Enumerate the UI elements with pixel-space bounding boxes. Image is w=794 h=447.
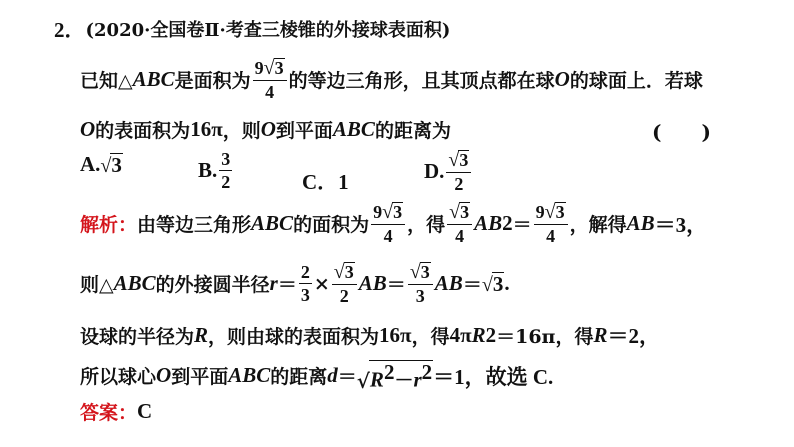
option-c[interactable]: C．1 [302,170,349,194]
problem-stem-line1 [80,58,703,101]
problem-source: (2020·全国卷Ⅱ·考查三棱锥的外接球表面积) [85,20,451,41]
option-a[interactable]: A. √ 3 [80,152,122,178]
answer-blank: ( ) [652,120,711,144]
stem-text: ，则 [222,120,261,142]
stem-text: 已知△ [80,70,133,92]
surface-area: 16π [190,117,223,141]
stem-text: 的表面积为 [95,120,191,142]
point-o: O [554,67,570,91]
stem-text: 到平面 [275,120,333,142]
area-fraction: 9 √ 3 4 [253,58,287,101]
solution-line3: 设球的半径为 R ，则由球的表面积为 16π ，得 4π R 2 ＝16π，得 R ＝2， [80,322,660,348]
solution-line2: 则△ ABC 的外接圆半径 r ＝ $\frac{2}{3}$ × √ 3 2 AB ＝ √ 3 3 AB ＝ √ 3 . [80,261,510,306]
solution-label: 解析： [80,214,138,236]
solution-line1: 解析： 由等边三角形 ABC 的面积为 9 √ 3 4 ，得 √ 3 4 AB 2 ＝ 9 √ 3 4 ，解得 AB ＝3， [80,201,708,246]
problem-header [54,14,450,44]
problem-number: 2． [54,18,86,42]
point-o: O [260,117,276,141]
stem-text: 的等边三角形，且其顶点都在球 [288,70,555,92]
answer-line [80,398,152,425]
triangle-abc: ABC [132,67,175,91]
answer-value: C [137,399,153,423]
stem-text: 的距离为 [374,120,451,142]
distance-radical: √ $R^2-r^2$ [356,360,433,394]
problem-stem-line2 [80,116,451,143]
stem-text: 是面积为 [174,70,251,92]
answer-label: 答案： [80,402,138,424]
solution-line4: 所以球心 O 到平面 ABC 的距离 d ＝ √ $R^2-r^2$ ＝1，故选 C. [80,360,554,394]
point-o: O [80,117,96,141]
option-d[interactable]: D. √ 3 2 [424,150,473,193]
stem-text: 的球面上．若球 [569,70,703,92]
plane-abc: ABC [332,117,375,141]
option-b[interactable]: B. $\frac{3}{2}$ [198,149,231,192]
